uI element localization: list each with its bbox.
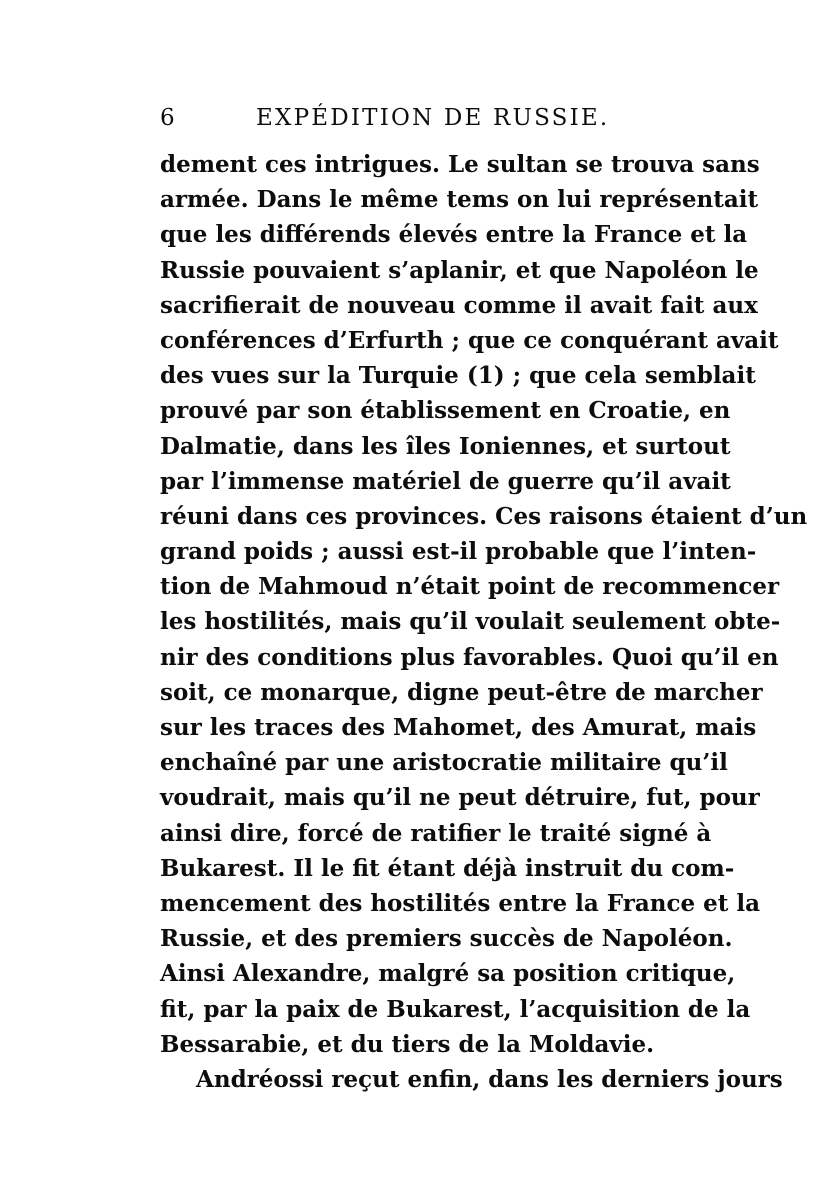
- text-line: Bessarabie, et du tiers de la Moldavie.: [160, 1030, 655, 1058]
- text-line: tion de Mahmoud n’était point de recommencer: [160, 573, 780, 601]
- text-line: Russie pouvaient s’aplanir, et que Napoléon le: [160, 256, 759, 284]
- text-line: prouvé par son établissement en Croatie, en: [160, 397, 731, 425]
- text-line: ainsi dire, forcé de ratifier le traité signé à: [160, 819, 712, 847]
- body-text: [160, 147, 808, 1097]
- running-title: EXPÉDITION DE RUSSIE.: [256, 105, 610, 131]
- text-line: sacrifierait de nouveau comme il avait fait aux: [160, 291, 758, 319]
- text-line: réuni dans ces provinces. Ces raisons étaient d’un: [160, 502, 808, 530]
- text-line: voudrait, mais qu’il ne peut détruire, fut, pour: [160, 784, 760, 812]
- text-line: nir des conditions plus favorables. Quoi qu’il en: [160, 643, 779, 671]
- text-line: soit, ce monarque, digne peut-être de marcher: [160, 678, 763, 706]
- text-line: fit, par la paix de Bukarest, l’acquisition de la: [160, 995, 751, 1023]
- text-line: armée. Dans le même tems on lui représentait: [160, 186, 759, 214]
- text-line: que les différends élevés entre la France et la: [160, 221, 748, 249]
- text-line: Andréossi reçut enfin, dans les derniers jours: [196, 1065, 783, 1093]
- text-line: par l’immense matériel de guerre qu’il avait: [160, 467, 731, 495]
- text-line: dement ces intrigues. Le sultan se trouva sans: [160, 151, 760, 178]
- page-number: 6: [160, 105, 177, 131]
- text-line: enchaîné par une aristocratie militaire qu’il: [160, 749, 728, 777]
- text-line: des vues sur la Turquie (1) ; que cela semblait: [160, 362, 756, 390]
- text-line: Bukarest. Il le fit étant déjà instruit du com-: [160, 854, 735, 882]
- text-line: sur les traces des Mahomet, des Amurat, mais: [160, 714, 757, 741]
- page-header: [160, 105, 700, 139]
- text-line: conférences d’Erfurth ; que ce conquérant avait: [160, 326, 779, 354]
- text-line: Dalmatie, dans les îles Ioniennes, et surtout: [160, 432, 731, 460]
- text-line: grand poids ; aussi est-il probable que l’inten-: [160, 538, 757, 566]
- text-line: Russie, et des premiers succès de Napoléon.: [160, 925, 733, 953]
- text-line: les hostilités, mais qu’il voulait seulement obte-: [160, 608, 781, 636]
- text-line: Ainsi Alexandre, malgré sa position critique,: [160, 960, 736, 988]
- text-line: mencement des hostilités entre la France et la: [160, 889, 760, 917]
